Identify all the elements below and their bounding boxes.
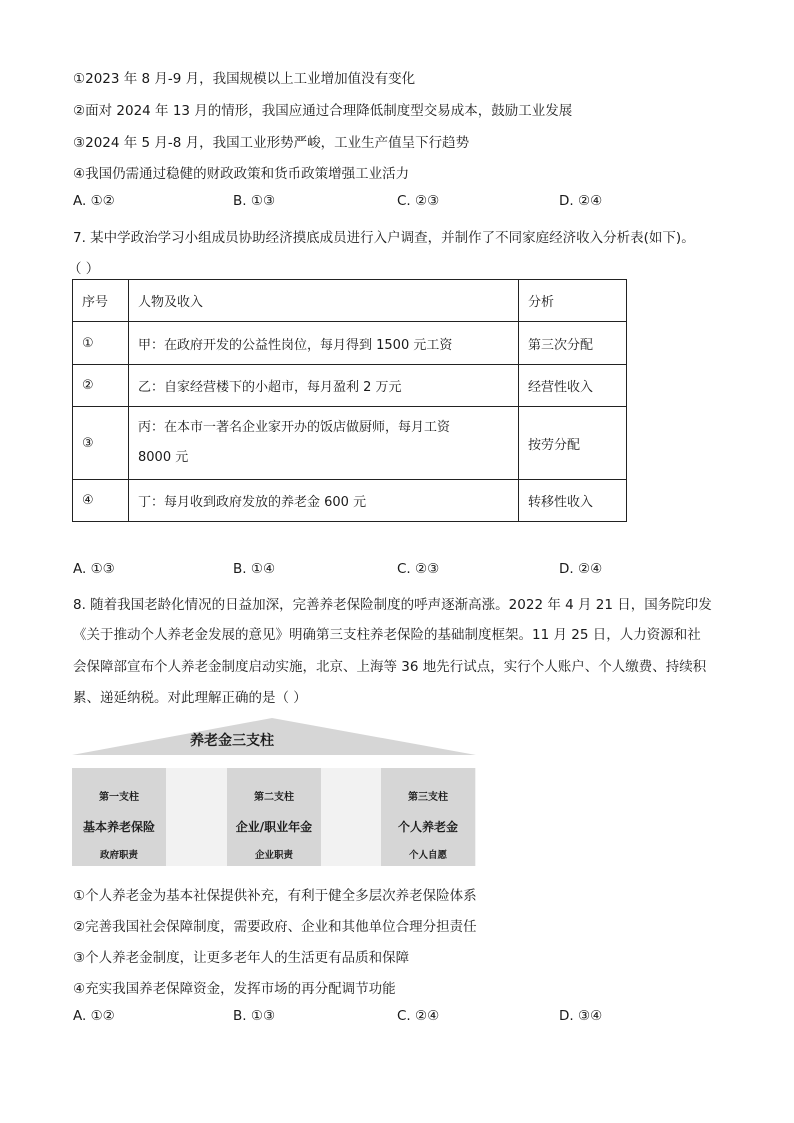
q7-option-d: D. ②④	[559, 561, 603, 577]
q8-option-b: B. ①③	[233, 1008, 276, 1024]
pillar-third	[381, 768, 475, 866]
q6-option-d: D. ②④	[559, 193, 603, 209]
row-analysis: 按劳分配	[519, 407, 627, 480]
pillar-name: 第二支柱	[254, 792, 294, 803]
table-row	[73, 322, 627, 365]
q8-statement-1: ①个人养老金为基本社保提供补充，有利于健全多层次养老保险体系	[73, 888, 477, 904]
q8-statement-3: ③个人养老金制度，让更多老年人的生活更有品质和保障	[73, 950, 410, 966]
q6-statement-2: ②面对 2024 年 13 月的情形，我国应通过合理降低制度型交易成本，鼓励工业发展	[73, 103, 573, 119]
row-no: ③	[73, 407, 129, 480]
row-desc: 乙：自家经营楼下的小超市，每月盈利 2 万元	[129, 365, 519, 407]
pillar-responsibility: 政府职责	[99, 850, 138, 861]
row-desc: 甲：在政府开发的公益性岗位，每月得到 1500 元工资	[129, 322, 519, 365]
row-analysis: 第三次分配	[519, 322, 627, 365]
q7-option-b: B. ①④	[233, 561, 276, 577]
table-row	[73, 480, 627, 522]
row-desc-cell	[129, 407, 519, 480]
pillar-responsibility: 企业职责	[254, 850, 293, 861]
row-no: ④	[73, 480, 129, 522]
row-no: ②	[73, 365, 129, 407]
pillar-second	[227, 768, 321, 866]
q8-stem-line-3: 会保障部宣布个人养老金制度启动实施，北京、上海等 36 地先行试点，实行个人账户、个人缴费、持续积	[73, 659, 707, 675]
q6-option-c: C. ②③	[397, 193, 440, 209]
q7-answer-paren: （ ）	[68, 261, 100, 277]
income-table	[72, 279, 627, 522]
pillar-type: 基本养老保险	[82, 820, 155, 834]
row-analysis: 转移性收入	[519, 480, 627, 522]
table-header-row	[73, 280, 627, 322]
q6-option-b: B. ①③	[233, 193, 276, 209]
pillar-type: 个人养老金	[397, 820, 458, 834]
q6-statement-3: ③2024 年 5 月-8 月，我国工业形势严峻，工业生产值呈下行趋势	[73, 135, 470, 151]
header-desc: 人物及收入	[129, 280, 519, 322]
q8-stem-line-1: 8. 随着我国老龄化情况的日益加深，完善养老保险制度的呼声逐渐高涨。2022 年 4 月 21 日，国务院印发	[73, 597, 712, 613]
row-analysis: 经营性收入	[519, 365, 627, 407]
q6-option-a: A. ①②	[73, 193, 115, 209]
q8-statement-4: ④充实我国养老保障资金，发挥市场的再分配调节功能	[73, 981, 396, 997]
q8-option-a: A. ①②	[73, 1008, 115, 1024]
row-desc-continued: 8000 元	[138, 450, 189, 465]
q6-statement-1: ①2023 年 8 月-9 月，我国规模以上工业增加值没有变化	[73, 71, 416, 87]
q6-statement-4: ④我国仍需通过稳健的财政政策和货币政策增强工业活力	[73, 166, 410, 182]
pillar-responsibility: 个人自愿	[408, 850, 447, 861]
q8-option-d: D. ③④	[559, 1008, 603, 1024]
row-desc: 丁：每月收到政府发放的养老金 600 元	[129, 480, 519, 522]
q7-stem: 7. 某中学政治学习小组成员协助经济摸底成员进行入户调查，并制作了不同家庭经济收入分析表(如下)。	[73, 230, 695, 246]
pillar-name: 第三支柱	[408, 792, 448, 803]
q8-statement-2: ②完善我国社会保障制度，需要政府、企业和其他单位合理分担责任	[73, 919, 477, 935]
pillar-name: 第一支柱	[99, 792, 139, 803]
pillar-first	[72, 768, 166, 866]
pillar-type: 企业/职业年金	[235, 820, 313, 834]
q7-option-c: C. ②③	[397, 561, 440, 577]
row-no: ①	[73, 322, 129, 365]
table-row	[73, 365, 627, 407]
diagram-title: 养老金三支柱	[190, 733, 274, 749]
pension-pillars-diagram	[72, 718, 476, 868]
q8-stem-line-2: 《关于推动个人养老金发展的意见》明确第三支柱养老保险的基础制度框架。11 月 25 日，人力资源和社	[73, 627, 701, 643]
row-desc: 丙：在本市一著名企业家开办的饭店做厨师，每月工资	[138, 420, 451, 435]
q8-stem-line-4: 累、递延纳税。对此理解正确的是（ ）	[73, 690, 307, 706]
table-row	[73, 407, 627, 480]
q7-option-a: A. ①③	[73, 561, 115, 577]
header-no: 序号	[73, 280, 129, 322]
q8-option-c: C. ②④	[397, 1008, 440, 1024]
header-analysis: 分析	[519, 280, 627, 322]
